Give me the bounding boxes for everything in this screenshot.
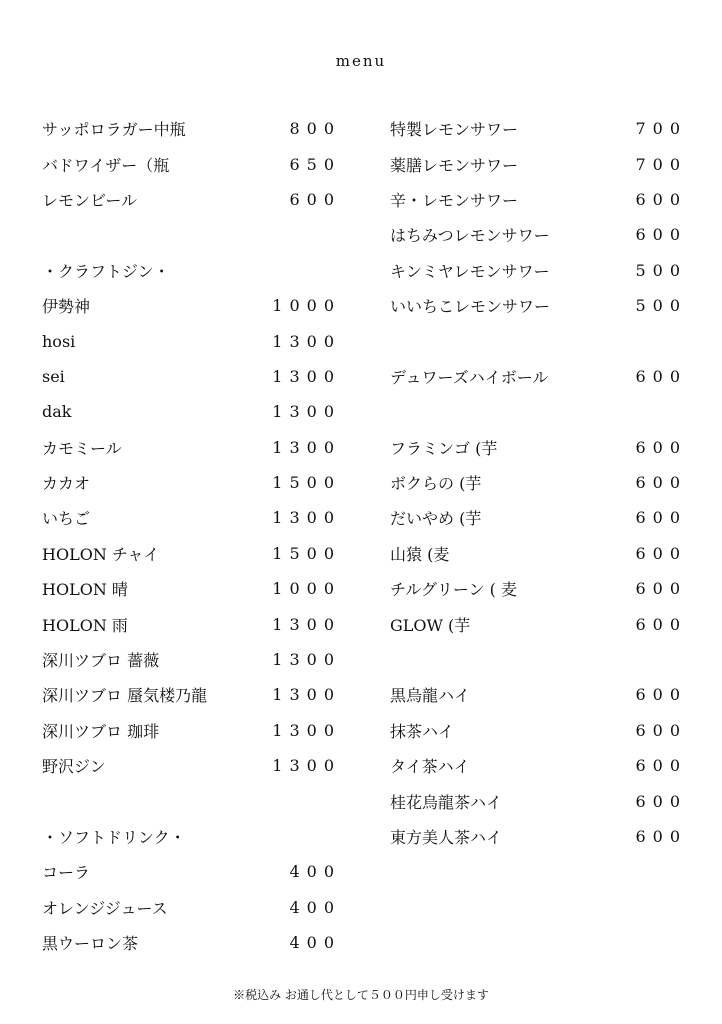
menu-item — [390, 253, 687, 288]
item-price: 600 — [635, 579, 687, 599]
item-name: フラミンゴ (芋 — [390, 438, 498, 458]
menu-item — [390, 536, 687, 571]
item-price: 500 — [635, 296, 687, 316]
item-price: 600 — [635, 366, 687, 386]
item-name: 特製レモンサワー — [390, 120, 519, 140]
item-name: 山猿 (麦 — [390, 544, 450, 564]
item-name: 東方美人茶ハイ — [390, 828, 503, 847]
item-price: 600 — [635, 791, 687, 811]
menu-item — [390, 500, 687, 535]
spacer — [390, 394, 680, 429]
item-price: 600 — [635, 827, 687, 846]
menu-item — [42, 642, 341, 677]
menu-item — [42, 394, 341, 429]
item-name: 桂花烏龍茶ハイ — [390, 792, 503, 812]
menu-item — [42, 677, 341, 712]
item-price: 1000 — [272, 579, 341, 599]
menu-item — [42, 713, 341, 748]
section-heading-soft-drink: ・ソフトドリンク・ — [42, 828, 186, 847]
left-column — [42, 111, 341, 960]
menu-item — [390, 677, 687, 712]
item-name: カカオ — [42, 474, 91, 494]
spacer — [42, 217, 334, 252]
menu-item — [42, 606, 341, 641]
item-name: 薬膳レモンサワー — [390, 155, 519, 175]
item-name: HOLON 雨 — [42, 615, 128, 635]
item-name: 深川ツブロ 蜃気楼乃龍 — [42, 686, 208, 706]
menu-item — [390, 713, 687, 748]
item-price: 700 — [635, 154, 687, 174]
menu-item — [42, 288, 341, 323]
tax-note: ※税込み お通し代として５００円申し受けます — [233, 988, 489, 1002]
item-price: 1300 — [272, 437, 341, 457]
item-name: 深川ツブロ 薔薇 — [42, 651, 160, 671]
item-price: 400 — [289, 933, 341, 953]
menu-item — [390, 606, 687, 641]
item-price: 600 — [635, 720, 687, 740]
menu-item — [390, 430, 687, 465]
item-name: レモンビール — [42, 190, 138, 210]
menu-item — [390, 359, 687, 394]
item-price: 800 — [289, 119, 341, 139]
menu-item — [42, 890, 341, 925]
item-name: キンミヤレモンサワー — [390, 261, 550, 281]
item-price: 1300 — [272, 402, 341, 422]
item-price: 1300 — [272, 366, 341, 386]
item-price: 600 — [635, 614, 687, 634]
right-column — [390, 111, 687, 854]
item-price: 1000 — [272, 296, 341, 316]
menu-item — [390, 217, 687, 252]
item-name: 黒ウーロン茶 — [42, 934, 139, 954]
item-name: HOLON 晴 — [42, 580, 128, 600]
item-name: タイ茶ハイ — [390, 757, 470, 777]
menu-item — [390, 819, 687, 854]
item-price: 1300 — [272, 614, 341, 634]
item-price: 600 — [635, 189, 687, 209]
item-name: 抹茶ハイ — [390, 721, 455, 741]
item-price: 650 — [289, 154, 341, 174]
menu-item — [42, 465, 341, 500]
item-name: オレンジジュース — [42, 898, 168, 918]
menu-item — [42, 925, 341, 960]
item-price: 1300 — [272, 720, 341, 740]
item-name: チルグリーン ( 麦 — [390, 580, 517, 600]
item-name: hosi — [42, 331, 76, 351]
menu-item — [390, 748, 687, 783]
menu-item — [42, 430, 341, 465]
menu-item — [42, 854, 341, 889]
menu-item — [42, 536, 341, 571]
item-name: 野沢ジン — [42, 757, 106, 777]
spacer — [390, 642, 680, 677]
menu-item — [390, 182, 687, 217]
item-price: 1300 — [272, 650, 341, 670]
menu-item — [42, 500, 341, 535]
item-name: 辛・レモンサワー — [390, 190, 519, 210]
item-price: 600 — [635, 543, 687, 563]
item-price: 600 — [635, 437, 687, 457]
item-price: 1500 — [272, 543, 341, 563]
item-name: いいちこレモンサワー — [390, 297, 551, 317]
item-name: 伊勢神 — [42, 297, 91, 317]
item-price: 1500 — [272, 473, 341, 493]
item-name: dak — [42, 402, 72, 422]
item-price: 600 — [289, 189, 341, 209]
spacer — [390, 323, 680, 358]
menu-item — [42, 111, 341, 146]
menu-item — [390, 571, 687, 606]
menu-item — [390, 111, 687, 146]
item-price: 1300 — [272, 756, 341, 776]
item-price: 600 — [635, 685, 687, 705]
item-name: sei — [42, 366, 65, 386]
item-price: 600 — [635, 756, 687, 776]
item-name: ボクらの (芋 — [390, 474, 482, 494]
item-price: 400 — [289, 862, 341, 882]
item-price: 700 — [635, 119, 687, 139]
menu-item — [42, 748, 341, 783]
item-price: 1300 — [272, 685, 341, 705]
menu-item — [390, 465, 687, 500]
item-price: 400 — [289, 897, 341, 917]
item-name: だいやめ (芋 — [390, 509, 482, 529]
item-name: バドワイザー（瓶 — [42, 155, 170, 175]
item-name: サッポロラガー中瓶 — [42, 120, 186, 140]
item-price: 600 — [635, 225, 687, 245]
item-name: HOLON チャイ — [42, 544, 160, 564]
item-name: 深川ツブロ 珈琲 — [42, 721, 160, 741]
menu-item — [390, 288, 687, 323]
spacer — [42, 783, 334, 818]
item-price: 1300 — [272, 508, 341, 528]
item-name: GLOW (芋 — [390, 615, 471, 635]
menu-item — [42, 323, 341, 358]
menu-item — [42, 182, 341, 217]
menu-item — [42, 146, 341, 181]
item-price: 500 — [635, 260, 687, 280]
item-price: 600 — [635, 473, 687, 493]
menu-item — [390, 146, 687, 181]
item-name: カモミール — [42, 438, 122, 458]
item-name: 黒烏龍ハイ — [390, 686, 471, 706]
menu-item — [42, 571, 341, 606]
menu-item — [390, 783, 687, 818]
item-price: 600 — [635, 508, 687, 528]
section-heading-craft-gin: ・クラフトジン・ — [42, 261, 170, 281]
item-name: コーラ — [42, 863, 91, 883]
item-name: いちご — [42, 509, 91, 529]
item-name: はちみつレモンサワー — [390, 226, 550, 246]
item-price: 1300 — [272, 331, 341, 351]
menu-title: menu — [335, 52, 387, 70]
item-name: デュワーズハイボール — [390, 367, 549, 387]
menu-item — [42, 359, 341, 394]
